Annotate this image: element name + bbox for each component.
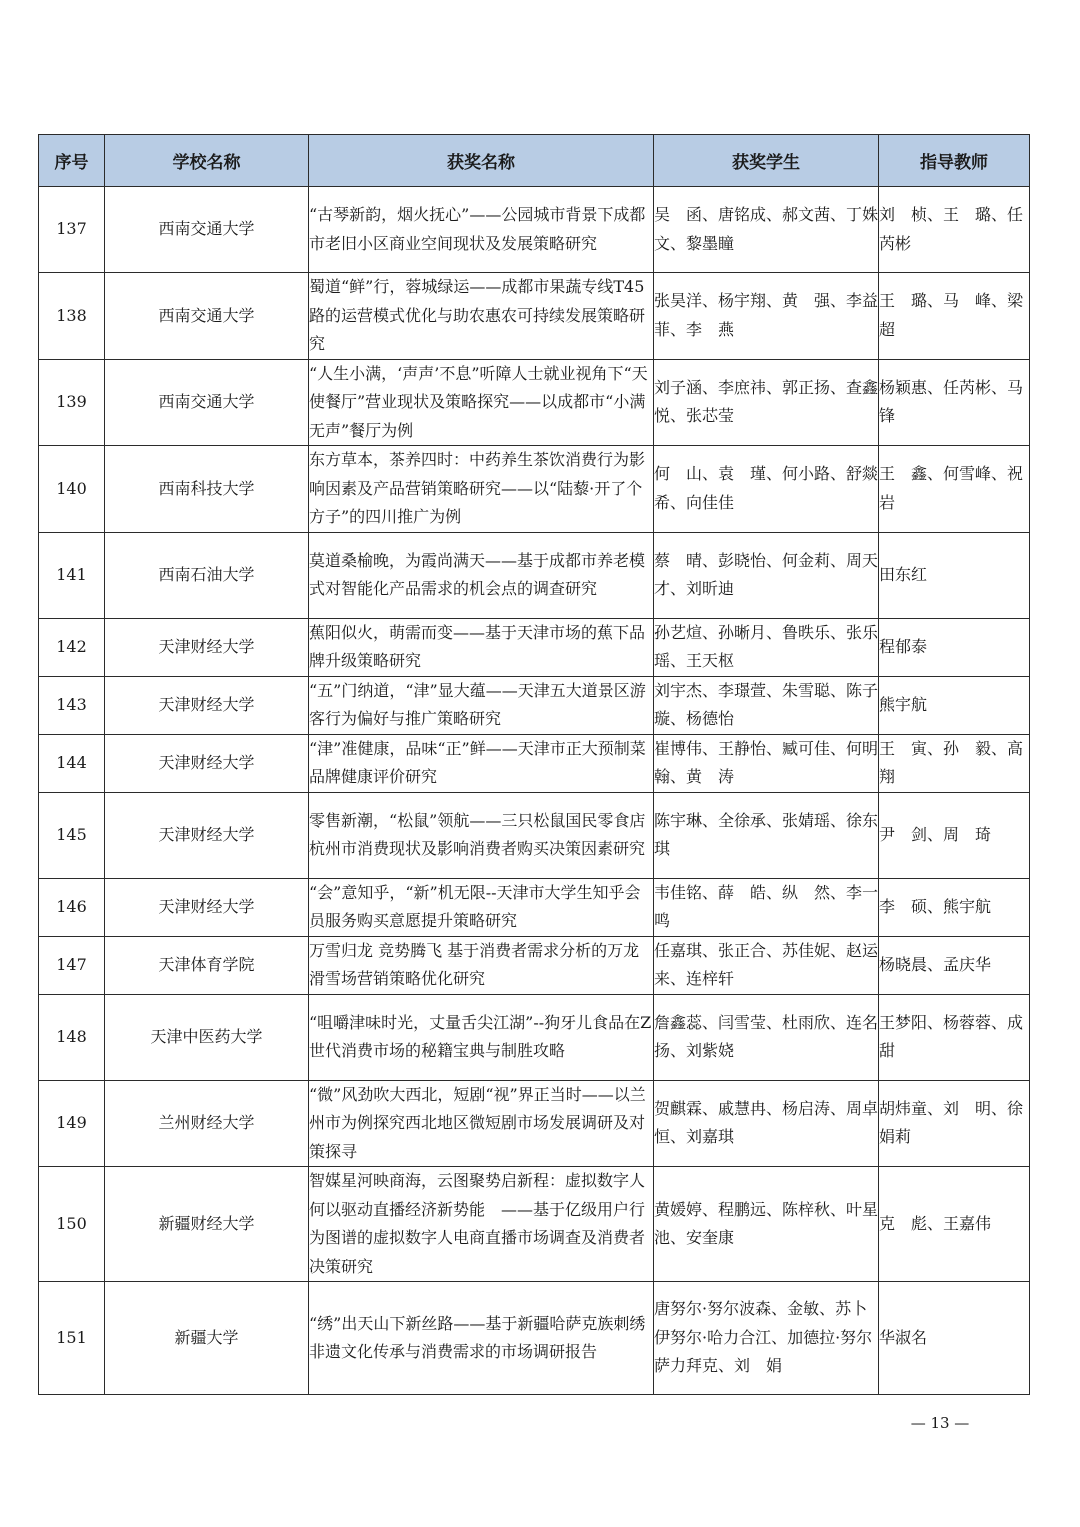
cell-no: 141 [39, 532, 105, 618]
cell-award: 智媒星河映商海，云图聚势启新程：虚拟数字人何以驱动直播经济新势能 ——基于亿级用户行为图谱的虚拟数字人电商直播市场调查及消费者决策研究 [309, 1167, 654, 1282]
cell-students: 陈宇琳、全徐承、张婧瑶、徐东琪 [654, 792, 879, 878]
table-row [39, 1167, 1030, 1282]
cell-school: 西南科技大学 [105, 446, 309, 533]
cell-school: 西南交通大学 [105, 273, 309, 360]
cell-school: 天津财经大学 [105, 734, 309, 792]
cell-students: 黄媛婷、程鹏远、陈梓秋、叶星池、安奎康 [654, 1167, 879, 1282]
cell-teachers: 李 硕、熊宇航 [879, 878, 1030, 936]
cell-no: 143 [39, 676, 105, 734]
cell-teachers: 刘 桢、王 璐、任芮彬 [879, 187, 1030, 273]
table-body [39, 187, 1040, 1395]
table-row [39, 1282, 1030, 1395]
cell-no: 144 [39, 734, 105, 792]
cell-school: 天津财经大学 [105, 878, 309, 936]
table-row [39, 618, 1030, 676]
cell-no: 145 [39, 792, 105, 878]
cell-award: “五”门纳道，“津”显大蕴——天津五大道景区游客行为偏好与推广策略研究 [309, 676, 654, 734]
table-header-row [39, 135, 1030, 187]
cell-teachers: 华淑名 [879, 1282, 1030, 1395]
table-row [39, 359, 1030, 446]
cell-award: 东方草本，茶养四时：中药养生茶饮消费行为影响因素及产品营销策略研究——以“陆藜·开了个方子”的四川推广为例 [309, 446, 654, 533]
cell-students: 崔博伟、王静怡、臧可佳、何明翰、黄 涛 [654, 734, 879, 792]
table-row [39, 187, 1030, 273]
cell-teachers: 田东红 [879, 532, 1030, 618]
cell-no: 138 [39, 273, 105, 360]
cell-students: 刘子涵、李庶祎、郭正扬、查鑫悦、张芯莹 [654, 359, 879, 446]
cell-school: 天津财经大学 [105, 618, 309, 676]
cell-school: 天津财经大学 [105, 792, 309, 878]
cell-award: “人生小满，‘声声’不息”听障人士就业视角下“天使餐厅”营业现状及策略探究——以成都市“小满无声”餐厅为例 [309, 359, 654, 446]
cell-award: 零售新潮，“松鼠”领航——三只松鼠国民零食店杭州市消费现状及影响消费者购买决策因素研究 [309, 792, 654, 878]
cell-students: 孙艺煊、孙晰月、鲁昳乐、张乐瑶、王天枢 [654, 618, 879, 676]
table-row [39, 532, 1030, 618]
cell-school: 西南石油大学 [105, 532, 309, 618]
table-row [39, 878, 1030, 936]
cell-teachers: 程郁泰 [879, 618, 1030, 676]
cell-students: 刘宇杰、李璟萱、朱雪聪、陈子璇、杨德怡 [654, 676, 879, 734]
cell-award: “微”风劲吹大西北，短剧“视”界正当时——以兰州市为例探究西北地区微短剧市场发展调研及对策探寻 [309, 1080, 654, 1167]
cell-award: “咀嚼津味时光，丈量舌尖江湖”--狗牙儿食品在Z世代消费市场的秘籍宝典与制胜攻略 [309, 994, 654, 1080]
cell-students: 唐努尔·努尔波森、金敏、苏卜伊努尔·哈力合江、加德拉·努尔萨力拜克、刘 娟 [654, 1282, 879, 1395]
cell-school: 天津财经大学 [105, 676, 309, 734]
cell-students: 韦佳铭、薛 皓、纵 然、李一鸣 [654, 878, 879, 936]
cell-award: 蜀道“鲜”行，蓉城绿运——成都市果蔬专线T45路的运营模式优化与助农惠农可持续发展策略研究 [309, 273, 654, 360]
cell-students: 吴 函、唐铭成、郝文茜、丁姝文、黎墨瞳 [654, 187, 879, 273]
header-teachers: 指导教师 [879, 135, 1030, 187]
table-row [39, 273, 1030, 360]
cell-no: 147 [39, 936, 105, 994]
cell-teachers: 熊宇航 [879, 676, 1030, 734]
cell-teachers: 王 璐、马 峰、梁 超 [879, 273, 1030, 360]
table-row [39, 734, 1030, 792]
cell-teachers: 克 彪、王嘉伟 [879, 1167, 1030, 1282]
cell-school: 天津中医药大学 [105, 994, 309, 1080]
cell-no: 148 [39, 994, 105, 1080]
table-row [39, 1080, 1030, 1167]
cell-students: 任嘉琪、张正合、苏佳妮、赵运来、连梓轩 [654, 936, 879, 994]
cell-students: 何 山、袁 瑾、何小路、舒燚希、向佳佳 [654, 446, 879, 533]
cell-students: 蔡 晴、彭晓怡、何金莉、周天才、刘昕迪 [654, 532, 879, 618]
cell-award: “绣”出天山下新丝路——基于新疆哈萨克族刺绣非遗文化传承与消费需求的市场调研报告 [309, 1282, 654, 1395]
cell-school: 新疆财经大学 [105, 1167, 309, 1282]
table-row [39, 936, 1030, 994]
cell-no: 151 [39, 1282, 105, 1395]
cell-award: “津”准健康，品味“正”鲜——天津市正大预制菜品牌健康评价研究 [309, 734, 654, 792]
cell-school: 西南交通大学 [105, 187, 309, 273]
table-row [39, 446, 1030, 533]
cell-award: “会”意知乎，“新”机无限--天津市大学生知乎会员服务购买意愿提升策略研究 [309, 878, 654, 936]
table-row [39, 676, 1030, 734]
cell-school: 天津体育学院 [105, 936, 309, 994]
header-students: 获奖学生 [654, 135, 879, 187]
cell-no: 140 [39, 446, 105, 533]
cell-school: 西南交通大学 [105, 359, 309, 446]
table-row [39, 792, 1030, 878]
cell-award: 蕉阳似火，萌需而变——基于天津市场的蕉下品牌升级策略研究 [309, 618, 654, 676]
cell-no: 142 [39, 618, 105, 676]
cell-no: 137 [39, 187, 105, 273]
awards-table [38, 134, 1040, 1395]
cell-award: 万雪归龙 竞势腾飞 基于消费者需求分析的万龙滑雪场营销策略优化研究 [309, 936, 654, 994]
cell-teachers: 杨晓晨、孟庆华 [879, 936, 1030, 994]
cell-no: 139 [39, 359, 105, 446]
header-school: 学校名称 [105, 135, 309, 187]
cell-teachers: 胡炜童、刘 明、徐娟莉 [879, 1080, 1030, 1167]
cell-students: 詹鑫蕊、闫雪莹、杜雨欣、连名扬、刘紫娆 [654, 994, 879, 1080]
cell-no: 150 [39, 1167, 105, 1282]
cell-teachers: 杨颖惠、任芮彬、马 锋 [879, 359, 1030, 446]
cell-students: 张昊洋、杨宇翔、黄 强、李益菲、李 燕 [654, 273, 879, 360]
cell-teachers: 王 鑫、何雪峰、祝 岩 [879, 446, 1030, 533]
page-number: — 13 — [910, 1414, 970, 1432]
cell-no: 146 [39, 878, 105, 936]
cell-students: 贺麒霖、戚慧冉、杨启涛、周卓恒、刘嘉琪 [654, 1080, 879, 1167]
cell-award: 莫道桑榆晚，为霞尚满天——基于成都市养老模式对智能化产品需求的机会点的调查研究 [309, 532, 654, 618]
cell-teachers: 王梦阳、杨蓉蓉、成 甜 [879, 994, 1030, 1080]
cell-teachers: 王 寅、孙 毅、高 翔 [879, 734, 1030, 792]
header-no: 序号 [39, 135, 105, 187]
cell-school: 新疆大学 [105, 1282, 309, 1395]
table-row [39, 994, 1030, 1080]
cell-teachers: 尹 剑、周 琦 [879, 792, 1030, 878]
cell-no: 149 [39, 1080, 105, 1167]
cell-school: 兰州财经大学 [105, 1080, 309, 1167]
header-award: 获奖名称 [309, 135, 654, 187]
cell-award: “古琴新韵，烟火抚心”——公园城市背景下成都市老旧小区商业空间现状及发展策略研究 [309, 187, 654, 273]
